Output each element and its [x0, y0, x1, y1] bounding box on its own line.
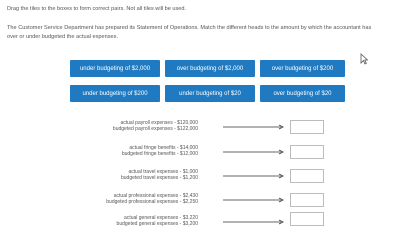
budgeted-travel-label: budgeted travel expenses - $1,200	[121, 175, 198, 181]
right-arrow-icon	[223, 173, 285, 179]
actual-professional-label: actual professional expenses - $2,430	[113, 193, 198, 199]
tile-over-budgeting-200[interactable]: over budgeting of $200	[260, 60, 345, 77]
tile-under-budgeting-20[interactable]: under budgeting of $20	[165, 85, 255, 102]
statement-professional	[80, 193, 198, 205]
tile-under-budgeting-2000[interactable]: under budgeting of $2,000	[70, 60, 160, 77]
instruction-context: The Customer Service Department has prepared its Statement of Operations. Match the different heads to the amount by which the accountant has	[7, 25, 372, 31]
statement-payroll	[80, 120, 198, 132]
drop-box-fringe-benefits[interactable]	[290, 145, 324, 159]
actual-travel-label: actual travel expenses - $1,000	[128, 169, 198, 175]
statement-fringe-benefits	[80, 145, 198, 157]
drop-box-general[interactable]	[290, 212, 324, 226]
drop-box-travel[interactable]	[290, 169, 324, 183]
drop-box-professional[interactable]	[290, 193, 324, 207]
right-arrow-icon	[223, 124, 285, 130]
actual-fringe-label: actual fringe benefits - $14,000	[129, 145, 198, 151]
actual-general-label: actual general expenses - $3,220	[124, 215, 198, 221]
instruction-context-cont: over or under budgeted the actual expenses.	[7, 34, 119, 40]
right-arrow-icon	[223, 219, 285, 225]
budgeted-payroll-label: budgeted payroll expenses - $122,000	[112, 126, 198, 132]
instruction-drag: Drag the tiles to the boxes to form correct pairs. Not all tiles will be used.	[7, 6, 187, 12]
mouse-pointer-icon	[360, 53, 368, 65]
budgeted-general-label: budgeted general expenses - $3,200	[116, 221, 198, 227]
budgeted-fringe-label: budgeted fringe benefits - $12,000	[121, 151, 198, 157]
statement-travel	[80, 169, 198, 181]
actual-payroll-label: actual payroll expenses - $120,000	[120, 120, 198, 126]
budgeted-professional-label: budgeted professional expenses - $2,250	[106, 199, 198, 205]
tile-under-budgeting-200[interactable]: under budgeting of $200	[70, 85, 160, 102]
statement-general	[80, 215, 198, 227]
right-arrow-icon	[223, 197, 285, 203]
tile-over-budgeting-20[interactable]: over budgeting of $20	[260, 85, 345, 102]
drop-box-payroll[interactable]	[290, 120, 324, 134]
tile-over-budgeting-2000[interactable]: over budgeting of $2,000	[165, 60, 255, 77]
right-arrow-icon	[223, 149, 285, 155]
